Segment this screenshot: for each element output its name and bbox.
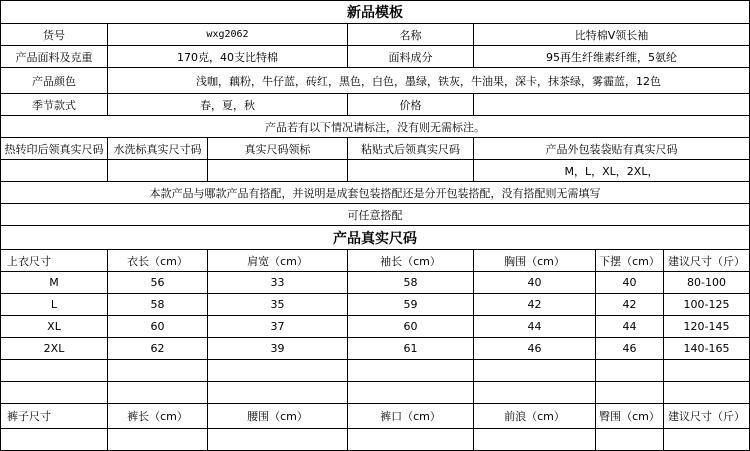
pants-header-front-rise: 前浪（cm） [474, 404, 596, 429]
composition-label: 面料成分 [348, 46, 474, 68]
price-value[interactable] [474, 94, 750, 116]
table-row-cell[interactable]: 120-145 [664, 316, 750, 338]
table-row-cell[interactable] [0, 382, 108, 404]
label-header-package: 产品外包装袋贴有真实尺码 [474, 138, 750, 160]
table-row-cell[interactable] [664, 360, 750, 382]
table-row-cell[interactable] [596, 429, 664, 451]
label-header-wash-label: 水洗标真实尺寸码 [108, 138, 208, 160]
table-row-cell[interactable]: 60 [108, 316, 208, 338]
table-row-cell[interactable]: 62 [108, 338, 208, 360]
table-row-cell[interactable]: 40 [596, 272, 664, 294]
table-row-cell[interactable]: 40 [474, 272, 596, 294]
table-row-cell[interactable]: M [0, 272, 108, 294]
table-row-cell[interactable] [596, 360, 664, 382]
table-row-cell[interactable]: 42 [596, 294, 664, 316]
table-row-cell[interactable]: 33 [208, 272, 348, 294]
composition-value[interactable]: 95再生纤维素纤维，5氨纶 [474, 46, 750, 68]
season-label: 季节款式 [0, 94, 108, 116]
colors-label: 产品颜色 [0, 68, 108, 94]
table-row-cell[interactable]: 35 [208, 294, 348, 316]
table-row-cell[interactable]: 140-165 [664, 338, 750, 360]
matching-note: 本款产品与哪款产品有搭配，并说明是成套包装搭配还是分开包装搭配，没有搭配则无需填写 [0, 182, 750, 204]
pants-header-recommended: 建议尺寸（斤） [664, 404, 750, 429]
table-row-cell[interactable] [0, 360, 108, 382]
label-value-heat-transfer[interactable] [0, 160, 108, 182]
item-no-value[interactable]: wxg2062 [108, 24, 348, 46]
top-header-recommended: 建议尺寸（斤） [664, 250, 750, 272]
item-no-label: 货号 [0, 24, 108, 46]
table-row-cell[interactable] [596, 382, 664, 404]
season-value[interactable]: 春，夏，秋 [108, 94, 348, 116]
table-row-cell[interactable]: 61 [348, 338, 474, 360]
size-section-title: 产品真实尺码 [0, 226, 750, 250]
pants-header-hip: 臀围（cm） [596, 404, 664, 429]
fabric-weight-label: 产品面料及克重 [0, 46, 108, 68]
price-label: 价格 [348, 94, 474, 116]
table-row-cell[interactable]: 44 [474, 316, 596, 338]
pants-header-waist: 腰围（cm） [208, 404, 348, 429]
top-header-size: 上衣尺寸 [0, 250, 108, 272]
table-row-cell[interactable]: 60 [348, 316, 474, 338]
table-row-cell[interactable] [108, 429, 208, 451]
name-label: 名称 [348, 24, 474, 46]
top-header-shoulder: 肩宽（cm） [208, 250, 348, 272]
table-row-cell[interactable]: 46 [474, 338, 596, 360]
pants-header-hem: 裤口（cm） [348, 404, 474, 429]
label-value-wash-label[interactable] [108, 160, 208, 182]
label-header-heat-transfer: 热转印后领真实尺码 [0, 138, 108, 160]
table-row-cell[interactable] [208, 429, 348, 451]
table-row-cell[interactable] [474, 360, 596, 382]
table-row-cell[interactable]: 80-100 [664, 272, 750, 294]
table-row-cell[interactable] [108, 360, 208, 382]
table-row-cell[interactable] [348, 429, 474, 451]
table-row-cell[interactable] [208, 382, 348, 404]
table-row-cell[interactable]: 56 [108, 272, 208, 294]
colors-value[interactable]: 浅咖，藕粉，牛仔蓝，砖红，黑色，白色，墨绿，铁灰，牛油果，深卡，抹茶绿，雾霾蓝，12色 [108, 68, 750, 94]
table-row-cell[interactable]: 2XL [0, 338, 108, 360]
table-row-cell[interactable]: XL [0, 316, 108, 338]
table-row-cell[interactable] [474, 429, 596, 451]
top-header-chest: 胸围（cm） [474, 250, 596, 272]
name-value[interactable]: 比特棉V领长袖 [474, 24, 750, 46]
table-row-cell[interactable]: 59 [348, 294, 474, 316]
top-header-length: 衣长（cm） [108, 250, 208, 272]
top-header-hem: 下摆（cm） [596, 250, 664, 272]
matching-value[interactable]: 可任意搭配 [0, 204, 750, 226]
table-row-cell[interactable]: 58 [348, 272, 474, 294]
top-header-sleeve: 袖长（cm） [348, 250, 474, 272]
notice-text: 产品若有以下情况请标注，没有则无需标注。 [0, 116, 750, 138]
table-row-cell[interactable] [664, 429, 750, 451]
fabric-weight-value[interactable]: 170克，40支比特棉 [108, 46, 348, 68]
table-row-cell[interactable]: 46 [596, 338, 664, 360]
table-row-cell[interactable]: 44 [596, 316, 664, 338]
table-row-cell[interactable]: 42 [474, 294, 596, 316]
pants-header-size: 裤子尺寸 [0, 404, 108, 429]
sheet-title: 新品模板 [0, 0, 750, 24]
label-header-sticker: 粘贴式后领真实尺码 [348, 138, 474, 160]
label-value-size-tag[interactable] [208, 160, 348, 182]
table-row-cell[interactable]: 58 [108, 294, 208, 316]
table-row-cell[interactable] [0, 429, 108, 451]
table-row-cell[interactable] [664, 382, 750, 404]
label-value-package[interactable]: M，L，XL，2XL， [474, 160, 750, 182]
table-row-cell[interactable] [108, 382, 208, 404]
table-row-cell[interactable]: 100-125 [664, 294, 750, 316]
table-row-cell[interactable]: L [0, 294, 108, 316]
table-row-cell[interactable]: 37 [208, 316, 348, 338]
label-header-size-tag: 真实尺码领标 [208, 138, 348, 160]
table-row-cell[interactable] [474, 382, 596, 404]
table-row-cell[interactable]: 39 [208, 338, 348, 360]
table-row-cell[interactable] [348, 382, 474, 404]
pants-header-length: 裤长（cm） [108, 404, 208, 429]
label-value-sticker[interactable] [348, 160, 474, 182]
table-row-cell[interactable] [208, 360, 348, 382]
table-row-cell[interactable] [348, 360, 474, 382]
